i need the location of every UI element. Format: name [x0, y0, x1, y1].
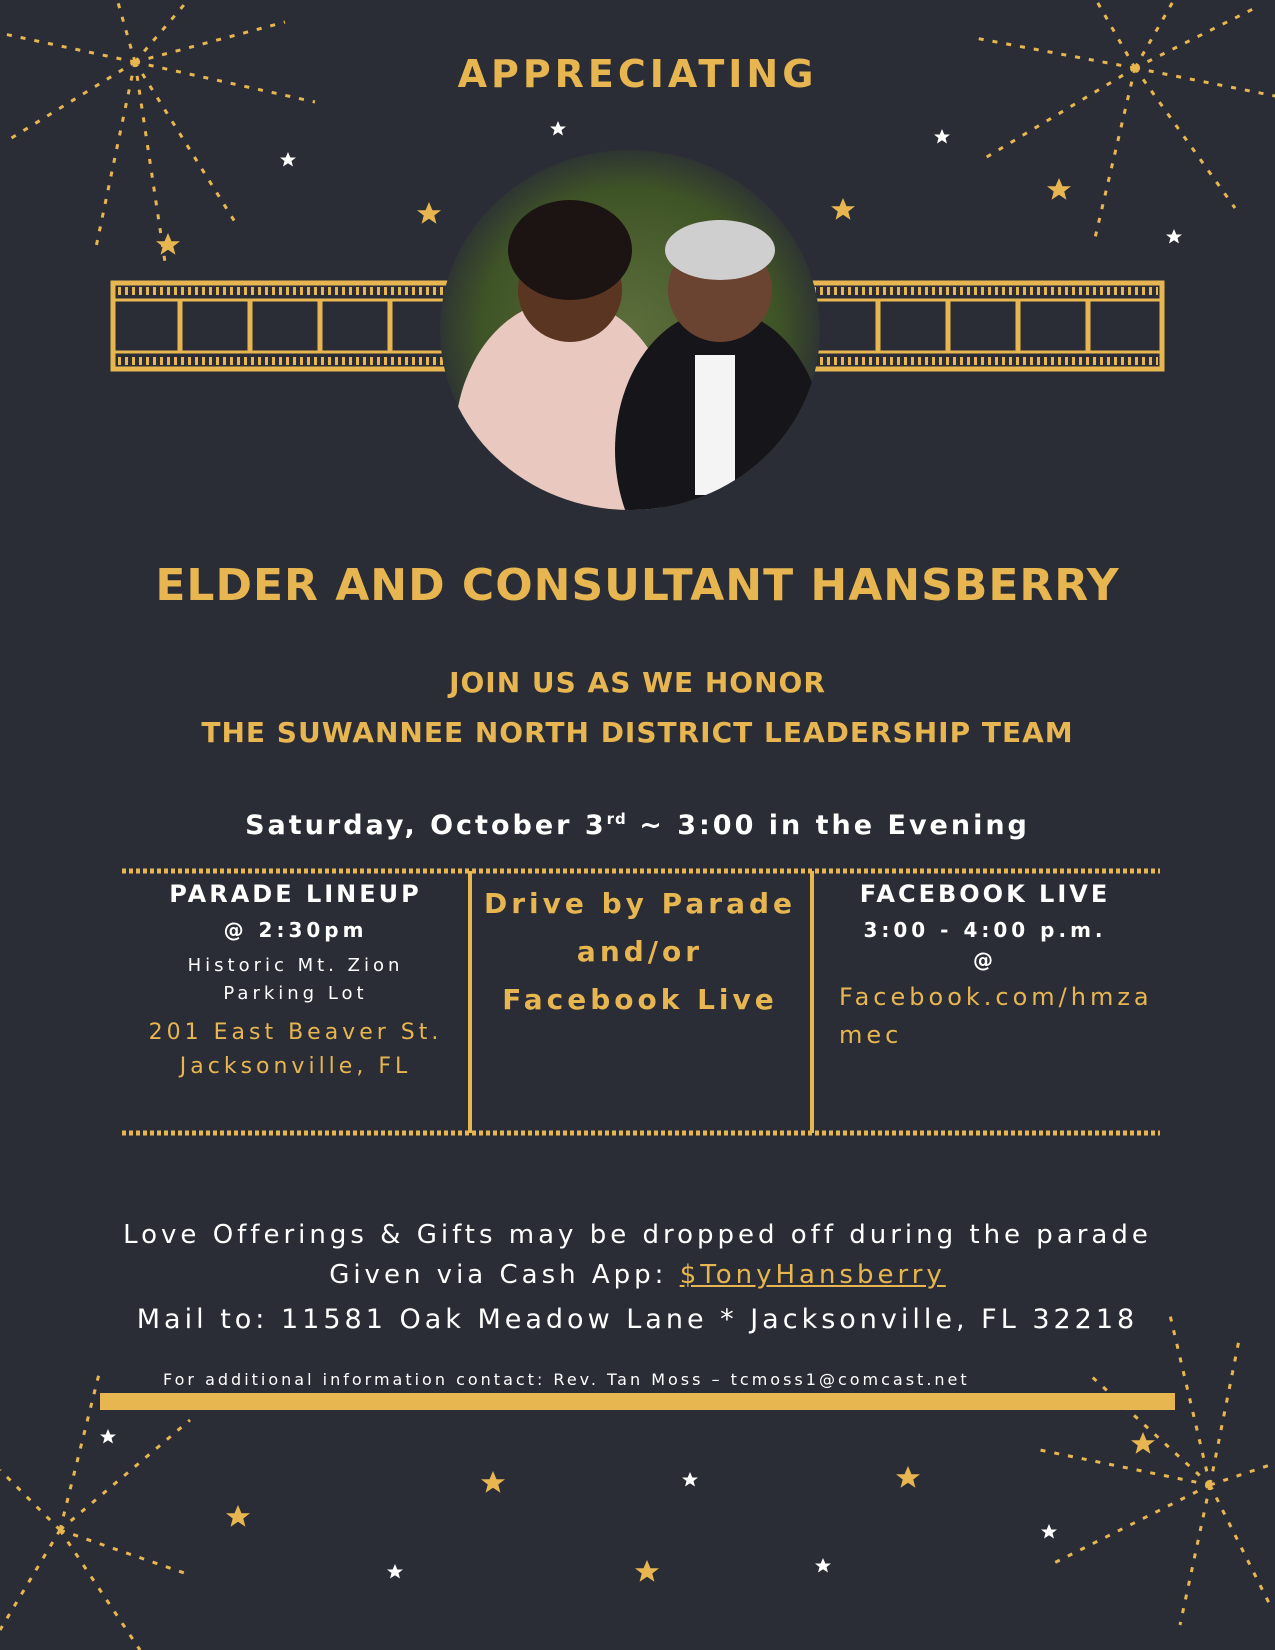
- offerings-line-1: Love Offerings & Gifts may be dropped off during the parade: [123, 1220, 1152, 1250]
- cash-app-label: Given via Cash App:: [329, 1260, 680, 1290]
- honoree-name: ELDER AND CONSULTANT HANSBERRY: [155, 560, 1120, 611]
- facebook-live-column: [815, 880, 1155, 1054]
- facebook-time: 3:00 - 4:00 p.m.: [863, 918, 1107, 942]
- honoree-photo: [440, 150, 820, 510]
- join-line-1: JOIN US AS WE HONOR: [449, 666, 826, 699]
- parade-place-2: Parking Lot: [223, 983, 368, 1004]
- parade-time: @ 2:30pm: [223, 918, 368, 942]
- cash-app-link[interactable]: $TonyHansberry: [679, 1260, 946, 1290]
- facebook-at: @: [973, 948, 997, 972]
- event-date: [0, 810, 1275, 841]
- facebook-url-link[interactable]: Facebook.com/hmzamec: [839, 983, 1153, 1049]
- event-format-line-1: Drive by Parade: [483, 887, 797, 920]
- event-format-line-2: and/or: [576, 935, 704, 968]
- contact-info: For additional information contact: Rev. Tan Moss – tcmoss1@comcast.net: [163, 1370, 970, 1389]
- join-line-2: THE SUWANNEE NORTH DISTRICT LEADERSHIP TEAM: [201, 716, 1074, 749]
- gold-divider-bar: [100, 1393, 1175, 1410]
- event-format-line-3: Facebook Live: [502, 983, 778, 1016]
- mailing-address: Mail to: 11581 Oak Meadow Lane * Jacksonville, FL 32218: [136, 1304, 1139, 1335]
- parade-lineup-column: [128, 880, 463, 1084]
- offerings-line-2: [0, 1260, 1275, 1290]
- heading-appreciating: APPRECIATING: [457, 52, 818, 96]
- date-time: ~ 3:00 in the Evening: [626, 810, 1030, 841]
- parade-address-1: 201 East Beaver St.: [148, 1020, 443, 1045]
- event-format-column: [475, 880, 805, 1024]
- date-day: Saturday, October 3: [245, 810, 607, 841]
- parade-place-1: Historic Mt. Zion: [187, 955, 404, 976]
- facebook-title: FACEBOOK LIVE: [859, 880, 1111, 908]
- parade-title: PARADE LINEUP: [169, 880, 422, 908]
- parade-address-2: Jacksonville, FL: [179, 1054, 412, 1079]
- date-suffix: rd: [606, 810, 627, 828]
